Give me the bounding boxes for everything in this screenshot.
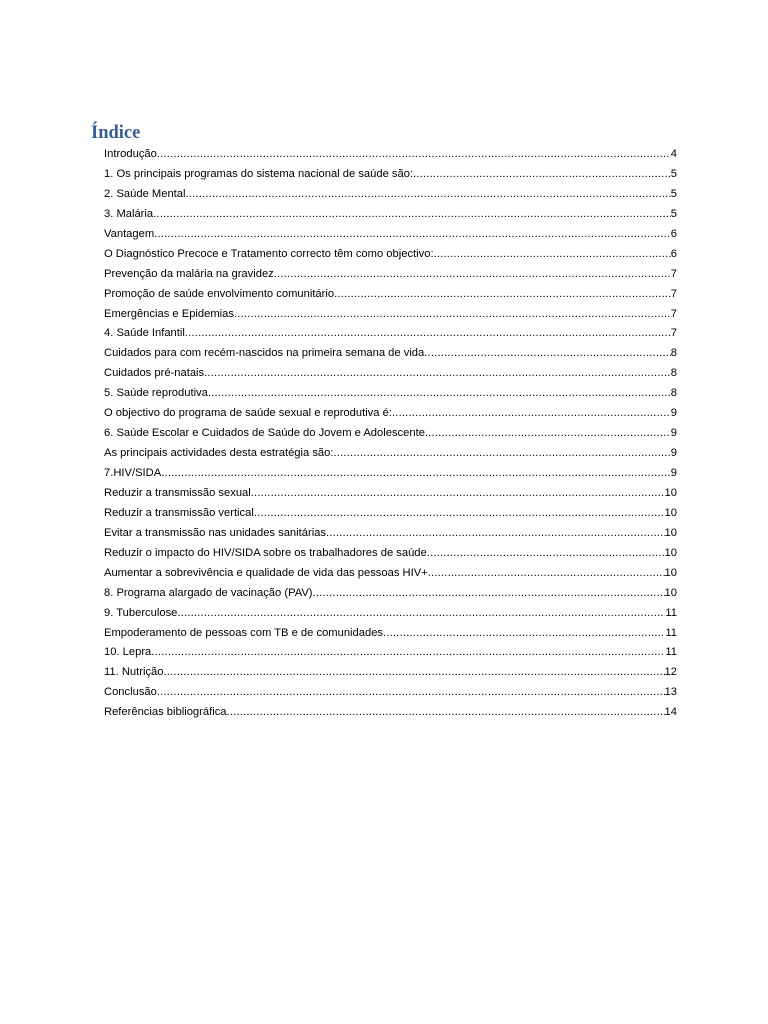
toc-entry-label: Reduzir a transmissão sexual — [104, 486, 251, 499]
toc-entry[interactable] — [104, 527, 677, 547]
toc-entry-label: Empoderamento de pessoas com TB e de comunidades — [104, 626, 384, 639]
toc-entry[interactable] — [104, 407, 677, 427]
toc-entry-label: 5. Saúde reprodutiva — [104, 387, 208, 400]
toc-entry-page-number: 10 — [664, 546, 677, 559]
toc-entry-page-number: 9 — [670, 407, 677, 420]
toc-entry[interactable] — [104, 587, 677, 607]
toc-entry[interactable] — [104, 228, 677, 248]
toc-entry-page-number: 11 — [665, 646, 677, 659]
toc-entry-label: 2. Saúde Mental — [104, 187, 186, 200]
toc-entry-label: Emergências e Epidemias — [104, 307, 234, 320]
toc-dot-leader — [153, 208, 671, 220]
toc-entry-page-number: 6 — [670, 247, 677, 260]
toc-dot-leader — [274, 268, 671, 280]
toc-entry-page-number: 8 — [670, 347, 677, 360]
toc-entry[interactable] — [104, 607, 677, 627]
toc-dot-leader — [392, 407, 671, 419]
toc-entry[interactable] — [104, 367, 677, 387]
toc-dot-leader — [428, 567, 665, 579]
toc-entry-page-number: 13 — [664, 686, 677, 699]
toc-dot-leader — [204, 367, 671, 379]
toc-entry-label: Conclusão — [104, 686, 157, 699]
toc-entry[interactable] — [104, 487, 677, 507]
toc-entry-page-number: 10 — [664, 586, 677, 599]
toc-entry-label: 11. Nutrição — [104, 666, 164, 679]
toc-entry-label: 9. Tuberculose — [104, 606, 178, 619]
toc-entry-page-number: 4 — [670, 148, 677, 160]
toc-entry-page-number: 11 — [665, 626, 677, 639]
toc-entry-label: Introdução — [104, 148, 157, 160]
toc-entry[interactable] — [104, 268, 677, 288]
toc-list — [104, 148, 677, 726]
toc-entry-label: Reduzir a transmissão vertical — [104, 506, 254, 519]
toc-entry[interactable] — [104, 347, 677, 367]
toc-entry[interactable] — [104, 467, 677, 487]
toc-entry[interactable] — [104, 706, 677, 726]
toc-entry-label: Aumentar a sobrevivência e qualidade de vida das pessoas HIV+ — [104, 566, 428, 579]
toc-title: Índice — [91, 123, 141, 143]
toc-entry-page-number: 10 — [664, 566, 677, 579]
toc-entry[interactable] — [104, 148, 677, 168]
toc-entry[interactable] — [104, 288, 677, 308]
toc-entry-label: As principais actividades desta estratégia são: — [104, 447, 334, 460]
toc-entry-page-number: 9 — [670, 467, 677, 479]
toc-entry[interactable] — [104, 447, 677, 467]
toc-dot-leader — [151, 646, 665, 658]
toc-entry-page-number: 7 — [670, 267, 677, 280]
toc-dot-leader — [154, 228, 671, 240]
toc-dot-leader — [313, 587, 665, 599]
toc-dot-leader — [424, 347, 671, 359]
toc-entry-label: Reduzir o impacto do HIV/SIDA sobre os trabalhadores de saúde — [104, 546, 427, 559]
toc-entry-label: O Diagnóstico Precoce e Tratamento correcto têm como objectivo: — [104, 247, 434, 260]
toc-entry-page-number: 7 — [670, 307, 677, 320]
toc-dot-leader — [161, 467, 671, 479]
toc-dot-leader — [227, 706, 665, 718]
toc-entry-page-number: 7 — [670, 327, 677, 340]
toc-dot-leader — [157, 686, 665, 698]
toc-entry-page-number: 10 — [664, 486, 677, 499]
toc-entry[interactable] — [104, 387, 677, 407]
toc-entry[interactable] — [104, 208, 677, 228]
toc-entry-label: Cuidados pré-natais — [104, 367, 205, 380]
toc-entry[interactable] — [104, 188, 677, 208]
toc-dot-leader — [164, 666, 665, 678]
toc-entry-label: 7.HIV/SIDA — [104, 467, 162, 479]
toc-entry-label: 1. Os principais programas do sistema nacional de saúde são: — [104, 167, 414, 180]
toc-entry-label: Evitar a transmissão nas unidades sanitárias — [104, 526, 326, 539]
toc-entry[interactable] — [104, 327, 677, 347]
toc-entry-page-number: 8 — [670, 367, 677, 380]
toc-dot-leader — [234, 308, 671, 320]
toc-entry-page-number: 11 — [665, 606, 677, 619]
toc-entry-page-number: 14 — [664, 706, 677, 719]
toc-dot-leader — [383, 627, 665, 639]
toc-entry[interactable] — [104, 567, 677, 587]
toc-entry-page-number: 10 — [664, 506, 677, 519]
toc-entry[interactable] — [104, 308, 677, 328]
toc-dot-leader — [333, 447, 670, 459]
toc-entry[interactable] — [104, 646, 677, 666]
toc-entry-page-number: 5 — [670, 207, 677, 220]
toc-dot-leader — [413, 168, 671, 180]
toc-entry-page-number: 7 — [670, 287, 677, 300]
toc-entry-page-number: 9 — [670, 447, 677, 460]
toc-dot-leader — [251, 487, 665, 499]
toc-entry-page-number: 10 — [664, 526, 677, 539]
toc-entry[interactable] — [104, 168, 677, 188]
toc-entry[interactable] — [104, 248, 677, 268]
toc-entry-page-number: 12 — [664, 666, 677, 679]
toc-dot-leader — [254, 507, 665, 519]
toc-entry[interactable] — [104, 666, 677, 686]
toc-entry-label: 3. Malária — [104, 207, 154, 220]
toc-entry-label: 8. Programa alargado de vacinação (PAV) — [104, 586, 313, 599]
toc-entry-label: Prevenção da malária na gravidez — [104, 267, 274, 280]
toc-entry-label: 10. Lepra — [104, 646, 152, 659]
toc-dot-leader — [177, 607, 665, 619]
toc-entry[interactable] — [104, 686, 677, 706]
toc-entry-page-number: 5 — [670, 167, 677, 180]
toc-dot-leader — [425, 427, 671, 439]
toc-dot-leader — [185, 188, 670, 200]
toc-dot-leader — [434, 248, 671, 260]
toc-dot-leader — [208, 387, 671, 399]
toc-entry-page-number: 9 — [670, 427, 677, 440]
toc-entry-label: Referências bibliográfica — [104, 706, 227, 719]
toc-entry[interactable] — [104, 427, 677, 447]
toc-dot-leader — [326, 527, 665, 539]
toc-entry[interactable] — [104, 507, 677, 527]
toc-dot-leader — [334, 288, 671, 300]
toc-dot-leader — [157, 148, 671, 160]
toc-entry-label: Promoção de saúde envolvimento comunitário — [104, 287, 335, 300]
toc-entry-label: 4. Saúde Infantil — [104, 327, 185, 340]
toc-dot-leader — [427, 547, 665, 559]
toc-entry-label: O objectivo do programa de saúde sexual e reprodutiva é: — [104, 407, 392, 420]
toc-entry-page-number: 6 — [670, 227, 677, 240]
toc-entry[interactable] — [104, 627, 677, 647]
toc-entry-page-number: 8 — [670, 387, 677, 400]
toc-entry[interactable] — [104, 547, 677, 567]
toc-entry-label: 6. Saúde Escolar e Cuidados de Saúde do Jovem e Adolescente — [104, 427, 425, 440]
toc-entry-label: Cuidados para com recém-nascidos na primeira semana de vida — [104, 347, 425, 360]
toc-entry-page-number: 5 — [670, 187, 677, 200]
toc-entry-label: Vantagem — [104, 227, 155, 240]
toc-dot-leader — [185, 327, 671, 339]
